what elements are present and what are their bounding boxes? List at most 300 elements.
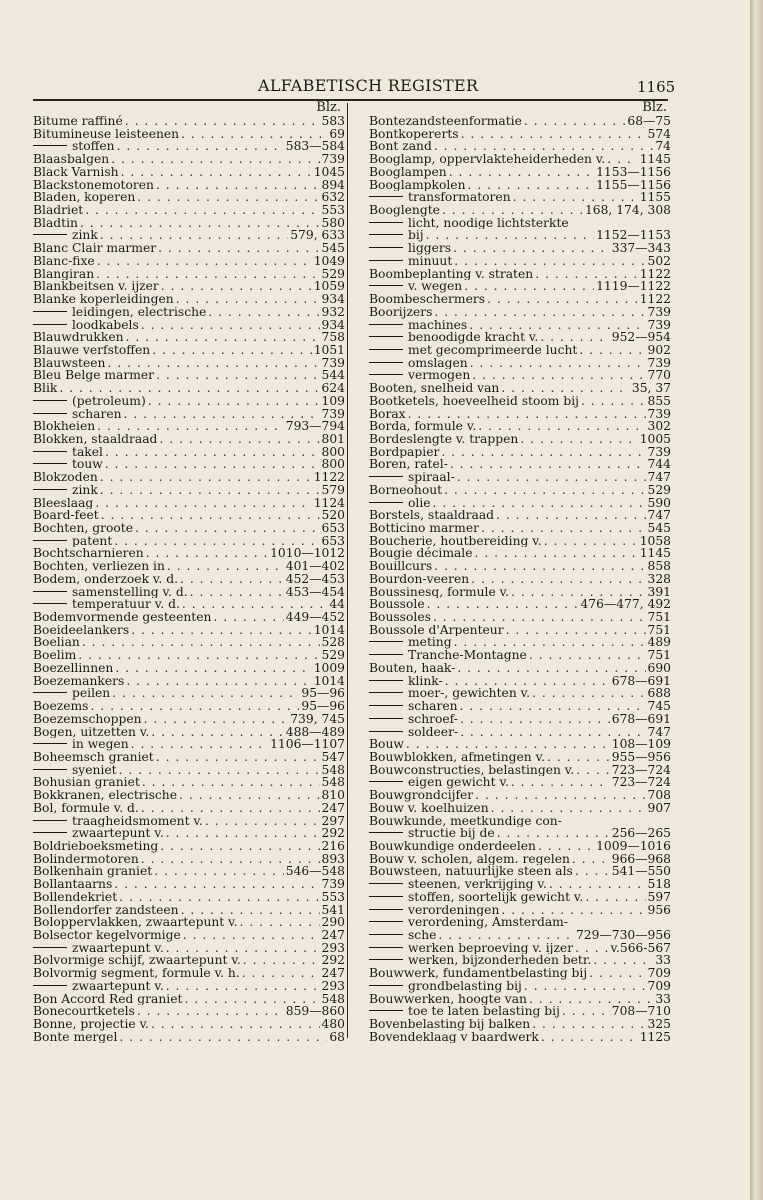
entry-term: peilen bbox=[72, 687, 111, 701]
entry-term: Bladriet bbox=[33, 204, 84, 217]
index-entry bbox=[369, 993, 671, 1006]
leader-dots bbox=[121, 166, 312, 179]
leader-dots bbox=[154, 865, 284, 878]
index-entry bbox=[369, 268, 671, 281]
entry-term: Boeideelankers bbox=[33, 623, 130, 637]
leader-dots bbox=[190, 586, 284, 599]
ditto-dash bbox=[369, 641, 403, 642]
entry-page-ref: 74 bbox=[655, 140, 671, 154]
entry-page-ref: 934 bbox=[321, 293, 345, 306]
leader-dots bbox=[444, 484, 645, 497]
leader-dots bbox=[434, 140, 654, 153]
entry-term: moer-, gewichten v. bbox=[408, 687, 531, 701]
ditto-dash bbox=[33, 947, 67, 948]
leader-dots bbox=[100, 471, 312, 484]
leader-dots bbox=[501, 382, 630, 395]
ditto-dash bbox=[369, 1010, 403, 1011]
index-entry bbox=[369, 191, 671, 204]
ditto-dash bbox=[33, 451, 67, 452]
index-entry bbox=[33, 204, 345, 217]
index-entry bbox=[33, 865, 345, 878]
entry-term: Bollendekriet bbox=[33, 890, 118, 904]
leader-dots bbox=[160, 840, 319, 853]
entry-term: Boucherie, houtbereiding v. bbox=[369, 534, 542, 548]
entry-page-ref: 544 bbox=[321, 369, 345, 383]
leader-dots bbox=[475, 547, 638, 560]
entry-page-ref: 907 bbox=[647, 801, 671, 815]
entry-term: scharen bbox=[408, 700, 458, 713]
entry-page-ref: 810 bbox=[321, 789, 345, 802]
index-entry bbox=[369, 942, 671, 955]
index-entry bbox=[33, 408, 345, 421]
entry-term: Bitume raffiné bbox=[33, 115, 123, 128]
entry-term: minuut bbox=[408, 254, 453, 268]
leader-dots bbox=[541, 1031, 638, 1044]
index-entry bbox=[369, 1005, 671, 1018]
entry-page-ref: 745 bbox=[647, 700, 671, 713]
entry-term: loodkabels bbox=[72, 318, 139, 332]
leader-dots bbox=[524, 980, 646, 993]
leader-dots bbox=[460, 713, 610, 726]
entry-term: traagheidsmoment v. bbox=[72, 814, 203, 828]
entry-page-ref: 793—794 bbox=[285, 420, 345, 433]
leader-dots bbox=[471, 573, 645, 586]
entry-page-ref: 1155—1156 bbox=[596, 178, 671, 192]
entry-page-ref: 956 bbox=[647, 903, 671, 917]
index-entry bbox=[33, 1005, 345, 1018]
leader-dots bbox=[179, 789, 320, 802]
blz-label-left: Blz. bbox=[316, 100, 341, 115]
index-entry bbox=[33, 764, 345, 777]
entry-term: temperatuur v. d. bbox=[72, 598, 180, 612]
entry-page-ref: 328 bbox=[647, 572, 671, 586]
entry-page-ref: 952—954 bbox=[611, 331, 671, 344]
leader-dots bbox=[469, 319, 645, 332]
entry-page-ref: 68 bbox=[329, 1030, 345, 1044]
index-entry bbox=[33, 802, 345, 815]
entry-term: Borneohout bbox=[369, 483, 443, 497]
leader-dots bbox=[144, 713, 289, 726]
entry-term: stoffen, soortelijk gewicht v. bbox=[408, 890, 584, 904]
leader-dots bbox=[126, 675, 311, 688]
entry-page-ref: 1106—1107 bbox=[270, 738, 345, 751]
ditto-dash bbox=[369, 718, 403, 719]
ditto-dash bbox=[33, 743, 67, 744]
entry-term: zwaartepunt v. bbox=[72, 941, 164, 955]
index-entry bbox=[369, 815, 671, 828]
entry-term: Bladen, koperen bbox=[33, 191, 136, 205]
index-entry bbox=[369, 738, 671, 751]
ditto-dash bbox=[369, 502, 403, 503]
entry-page-ref: 902 bbox=[647, 343, 671, 357]
index-entry bbox=[369, 458, 671, 471]
entry-term: Bouten, haak- bbox=[369, 661, 456, 675]
index-entry bbox=[369, 904, 671, 917]
leader-dots bbox=[454, 636, 646, 649]
leader-dots bbox=[105, 458, 320, 471]
entry-page-ref: 337—343 bbox=[611, 242, 671, 255]
index-entry bbox=[369, 764, 671, 777]
entry-term: olie bbox=[408, 496, 431, 510]
leader-dots bbox=[406, 738, 610, 751]
entry-list-left bbox=[33, 115, 345, 1043]
leader-dots bbox=[464, 280, 594, 293]
entry-page-ref: 1009 bbox=[313, 661, 345, 675]
leader-dots bbox=[497, 827, 610, 840]
entry-page-ref: 1122 bbox=[313, 471, 345, 484]
leader-dots bbox=[135, 522, 320, 535]
entry-term: Bovendeklaag v baardwerk bbox=[369, 1030, 539, 1044]
index-entry bbox=[33, 179, 345, 192]
entry-page-ref: 747 bbox=[647, 471, 671, 484]
entry-term: zink bbox=[72, 229, 98, 243]
leader-dots bbox=[538, 840, 594, 853]
entry-page-ref: 518 bbox=[647, 878, 671, 891]
leader-dots bbox=[80, 217, 320, 230]
leader-dots bbox=[562, 1005, 610, 1018]
index-entry bbox=[369, 954, 671, 967]
leader-dots bbox=[496, 509, 645, 522]
index-entry bbox=[33, 827, 345, 840]
entry-page-ref: 590 bbox=[647, 496, 671, 510]
page-header bbox=[0, 76, 750, 98]
leader-dots bbox=[544, 535, 638, 548]
leader-dots bbox=[478, 420, 645, 433]
entry-page-ref: 758 bbox=[321, 331, 345, 344]
leader-dots bbox=[181, 904, 320, 917]
index-entry bbox=[33, 255, 345, 268]
index-entry bbox=[33, 980, 345, 993]
entry-term: Borstels, staaldraad bbox=[369, 509, 495, 522]
entry-term: Bouw bbox=[369, 738, 404, 751]
leader-dots bbox=[585, 891, 645, 904]
index-entry bbox=[369, 891, 671, 904]
ditto-dash bbox=[369, 947, 403, 948]
leader-dots bbox=[524, 115, 626, 128]
leader-dots bbox=[581, 395, 646, 408]
ditto-dash bbox=[369, 247, 403, 248]
leader-dots bbox=[114, 878, 319, 891]
ditto-dash bbox=[33, 540, 67, 541]
leader-dots bbox=[141, 802, 320, 815]
leader-dots bbox=[115, 662, 311, 675]
entry-term: Bouwwerken, hoogte van bbox=[369, 992, 527, 1006]
entry-page-ref: 583 bbox=[321, 115, 345, 128]
entry-term: Bouwconstructies, belastingen v. bbox=[369, 763, 575, 777]
entry-term: Blauwsteen bbox=[33, 356, 106, 370]
entry-page-ref: 800 bbox=[321, 445, 345, 459]
entry-term: Blik bbox=[33, 382, 58, 395]
ditto-dash bbox=[369, 196, 403, 197]
entry-page-ref: 168, 174, 308 bbox=[584, 204, 671, 217]
index-entry bbox=[33, 598, 345, 611]
entry-page-ref: 553 bbox=[321, 890, 345, 904]
index-entry bbox=[369, 280, 671, 293]
index-entry bbox=[369, 242, 671, 255]
entry-term: Bouillcurs bbox=[369, 560, 433, 573]
entry-term: Boezemankers bbox=[33, 674, 125, 688]
index-entry bbox=[369, 255, 671, 268]
index-entry bbox=[33, 128, 345, 141]
index-entry bbox=[369, 636, 671, 649]
index-entry bbox=[369, 408, 671, 421]
index-entry bbox=[33, 420, 345, 433]
index-entry bbox=[33, 840, 345, 853]
ditto-dash bbox=[369, 680, 403, 681]
ditto-dash bbox=[369, 374, 403, 375]
running-title: ALFABETISCH REGISTER bbox=[258, 76, 479, 95]
entry-page-ref: 893 bbox=[321, 852, 345, 866]
index-entry bbox=[369, 789, 671, 802]
entry-term: Bouwkundige onderdeelen bbox=[369, 839, 536, 853]
entry-term: structie bij de bbox=[408, 827, 495, 840]
leader-dots bbox=[460, 726, 645, 739]
leader-dots bbox=[111, 153, 319, 166]
page-edge bbox=[750, 0, 763, 1200]
entry-page-ref: 597 bbox=[647, 890, 671, 904]
entry-term: Botticino marmer bbox=[369, 522, 479, 535]
entry-term: zink bbox=[72, 483, 98, 497]
entry-term: scharen bbox=[72, 407, 122, 421]
index-entry bbox=[33, 713, 345, 726]
entry-term: spiraal- bbox=[408, 471, 455, 484]
leader-dots bbox=[184, 993, 319, 1006]
entry-page-ref: 502 bbox=[647, 254, 671, 268]
index-entry bbox=[369, 446, 671, 459]
entry-term: Boezems bbox=[33, 700, 89, 713]
entry-term: Boussinesq, formule v. bbox=[369, 585, 510, 599]
entry-term: Bouwgrondcijfer bbox=[369, 789, 474, 802]
index-entry bbox=[369, 128, 671, 141]
entry-term: Blauwe verfstoffen bbox=[33, 343, 151, 357]
leader-dots bbox=[461, 128, 646, 141]
entry-term: Black Varnish bbox=[33, 165, 119, 179]
leader-dots bbox=[78, 649, 319, 662]
leader-dots bbox=[166, 827, 320, 840]
index-entry bbox=[369, 204, 671, 217]
entry-term: Blackstonemotoren bbox=[33, 178, 154, 192]
entry-page-ref: 739 bbox=[321, 407, 345, 421]
entry-term: Blangiran bbox=[33, 267, 95, 281]
index-entry bbox=[369, 560, 671, 573]
leader-dots bbox=[151, 1018, 320, 1031]
index-entry bbox=[369, 306, 671, 319]
entry-term: soldeer- bbox=[408, 725, 459, 739]
index-entry bbox=[369, 586, 671, 599]
entry-page-ref: 553 bbox=[321, 204, 345, 217]
leader-dots bbox=[82, 636, 320, 649]
entry-term: steenen, verkrijging v. bbox=[408, 878, 547, 891]
index-entry bbox=[33, 776, 345, 789]
entry-page-ref: 751 bbox=[647, 623, 671, 637]
entry-page-ref: 546—548 bbox=[285, 865, 345, 879]
ditto-dash bbox=[369, 692, 403, 693]
entry-page-ref: 800 bbox=[321, 458, 345, 472]
entry-page-ref: 1122 bbox=[639, 293, 671, 306]
index-entry bbox=[369, 776, 671, 789]
index-entry bbox=[369, 382, 671, 395]
entry-page-ref: 723—724 bbox=[611, 776, 671, 790]
entry-page-ref: 247 bbox=[321, 929, 345, 942]
entry-page-ref: 966—968 bbox=[611, 852, 671, 866]
entry-term: Blankbeitsen v. ijzer bbox=[33, 280, 159, 294]
entry-term: verordening, Amsterdam- bbox=[408, 916, 568, 929]
entry-page-ref: 1145 bbox=[639, 547, 671, 561]
entry-term: Bougie décimale bbox=[369, 547, 473, 561]
leader-dots bbox=[481, 522, 646, 535]
entry-term: Boelian bbox=[33, 636, 80, 650]
entry-term: Booglampen bbox=[369, 165, 447, 179]
ditto-dash bbox=[369, 476, 403, 477]
entry-term: Bodemvormende gesteenten bbox=[33, 611, 212, 624]
index-entry bbox=[33, 942, 345, 955]
entry-term: Boorijzers bbox=[369, 305, 433, 319]
entry-page-ref: 747 bbox=[647, 509, 671, 522]
ditto-dash bbox=[33, 489, 67, 490]
entry-term: Bleu Belge marmer bbox=[33, 369, 155, 383]
entry-term: Bootketels, hoeveelheid stoom bij bbox=[369, 394, 579, 408]
entry-term: werken beproeving v. ijzer bbox=[408, 941, 574, 955]
ditto-dash bbox=[369, 362, 403, 363]
entry-term: Bouwsteen, natuurlijke steen als bbox=[369, 865, 573, 879]
entry-page-ref: 934 bbox=[321, 318, 345, 332]
entry-page-ref: 744 bbox=[647, 458, 671, 472]
index-entry bbox=[33, 319, 345, 332]
leader-dots bbox=[119, 1031, 327, 1044]
ditto-dash bbox=[369, 324, 403, 325]
index-entry bbox=[369, 115, 671, 128]
leader-dots bbox=[434, 306, 645, 319]
leader-dots bbox=[532, 1018, 645, 1031]
leader-dots bbox=[540, 331, 609, 344]
entry-page-ref: 1014 bbox=[313, 623, 345, 637]
entry-page-ref: 401—402 bbox=[285, 560, 345, 573]
entry-page-ref: 678—691 bbox=[611, 712, 671, 726]
index-entry bbox=[33, 1031, 345, 1044]
entry-page-ref: 292 bbox=[321, 827, 345, 840]
index-entry bbox=[33, 993, 345, 1006]
leader-dots bbox=[535, 268, 638, 281]
index-column-left bbox=[33, 101, 345, 1043]
entry-page-ref: 688 bbox=[647, 687, 671, 701]
entry-term: Blanke koperleidingen bbox=[33, 293, 174, 306]
leader-dots bbox=[506, 624, 646, 637]
leader-dots bbox=[176, 293, 320, 306]
index-entry bbox=[369, 865, 671, 878]
entry-page-ref: 547 bbox=[321, 750, 345, 764]
leader-dots bbox=[151, 726, 283, 739]
entry-page-ref: 529 bbox=[321, 267, 345, 281]
entry-page-ref: 690 bbox=[647, 661, 671, 675]
leader-dots bbox=[156, 369, 319, 382]
index-entry bbox=[369, 229, 671, 242]
leader-dots bbox=[119, 891, 319, 904]
entry-page-ref: 1014 bbox=[313, 674, 345, 688]
leader-dots bbox=[137, 1005, 284, 1018]
index-entry bbox=[369, 369, 671, 382]
entry-page-ref: 1124 bbox=[313, 496, 345, 510]
entry-page-ref: 955—956 bbox=[611, 750, 671, 764]
leader-dots bbox=[408, 408, 646, 421]
entry-term: Bonte mergel bbox=[33, 1030, 118, 1044]
index-entry bbox=[369, 751, 671, 764]
entry-page-ref: 739, 745 bbox=[290, 712, 345, 726]
entry-term: Blokheien bbox=[33, 420, 96, 433]
ditto-dash bbox=[33, 769, 67, 770]
leader-dots bbox=[96, 268, 319, 281]
entry-term: Bouw v. scholen, algem. regelen bbox=[369, 852, 570, 866]
entry-page-ref: 545 bbox=[647, 522, 671, 535]
index-entry bbox=[33, 509, 345, 522]
leader-dots bbox=[167, 560, 284, 573]
index-entry bbox=[33, 115, 345, 128]
entry-term: Bordpapier bbox=[369, 445, 440, 459]
ditto-dash bbox=[369, 705, 403, 706]
index-entry bbox=[33, 751, 345, 764]
entry-page-ref: 653 bbox=[321, 534, 345, 548]
index-entry bbox=[369, 713, 671, 726]
index-entry bbox=[33, 878, 345, 891]
entry-page-ref: 290 bbox=[321, 916, 345, 929]
leader-dots bbox=[438, 929, 574, 942]
entry-term: Bolindermotoren bbox=[33, 852, 139, 866]
entry-page-ref: 33 bbox=[655, 992, 671, 1006]
entry-page-ref: 488—489 bbox=[285, 725, 345, 739]
entry-page-ref: 855 bbox=[647, 394, 671, 408]
entry-page-ref: 739 bbox=[647, 445, 671, 459]
entry-page-ref: 894 bbox=[321, 178, 345, 192]
entry-page-ref: 68—75 bbox=[627, 115, 671, 128]
index-entry bbox=[369, 420, 671, 433]
leader-dots bbox=[579, 344, 645, 357]
leader-dots bbox=[112, 687, 299, 700]
leader-dots bbox=[549, 878, 646, 891]
entry-term: eigen gewicht v. bbox=[408, 776, 509, 790]
leader-dots bbox=[85, 204, 319, 217]
leader-dots bbox=[491, 802, 646, 815]
leader-dots bbox=[156, 751, 320, 764]
entry-page-ref: 292 bbox=[321, 954, 345, 968]
index-entry bbox=[369, 726, 671, 739]
index-entry bbox=[369, 319, 671, 332]
leader-dots bbox=[575, 942, 608, 955]
entry-page-ref: 297 bbox=[321, 814, 345, 828]
leader-dots bbox=[529, 649, 646, 662]
entry-term: werken, bijzonderheden betr. bbox=[408, 954, 592, 968]
entry-page-ref: 548 bbox=[321, 776, 345, 790]
entry-page-ref: 545 bbox=[321, 242, 345, 255]
entry-term: Boheemsch graniet bbox=[33, 750, 154, 764]
blz-label-right: Blz. bbox=[642, 100, 667, 115]
leader-dots bbox=[180, 573, 284, 586]
leader-dots bbox=[593, 954, 653, 967]
leader-dots bbox=[240, 916, 320, 929]
entry-term: Boussole d'Arpenteur bbox=[369, 623, 504, 637]
entry-page-ref: 739 bbox=[647, 318, 671, 332]
entry-term: v. wegen bbox=[408, 280, 463, 294]
entry-page-ref: 529 bbox=[647, 483, 671, 497]
entry-page-ref: 1009—1016 bbox=[596, 839, 671, 853]
entry-term: Bleeslaag bbox=[33, 496, 94, 510]
entry-page-ref: 541 bbox=[321, 903, 345, 917]
index-entry bbox=[369, 675, 671, 688]
entry-term: Bitumineuse leisteenen bbox=[33, 127, 180, 141]
entry-term: Bontkopererts bbox=[369, 127, 459, 141]
leader-dots bbox=[141, 853, 320, 866]
entry-term: machines bbox=[408, 318, 468, 332]
entry-page-ref: 216 bbox=[321, 839, 345, 853]
entry-page-ref: 708—710 bbox=[611, 1005, 671, 1019]
